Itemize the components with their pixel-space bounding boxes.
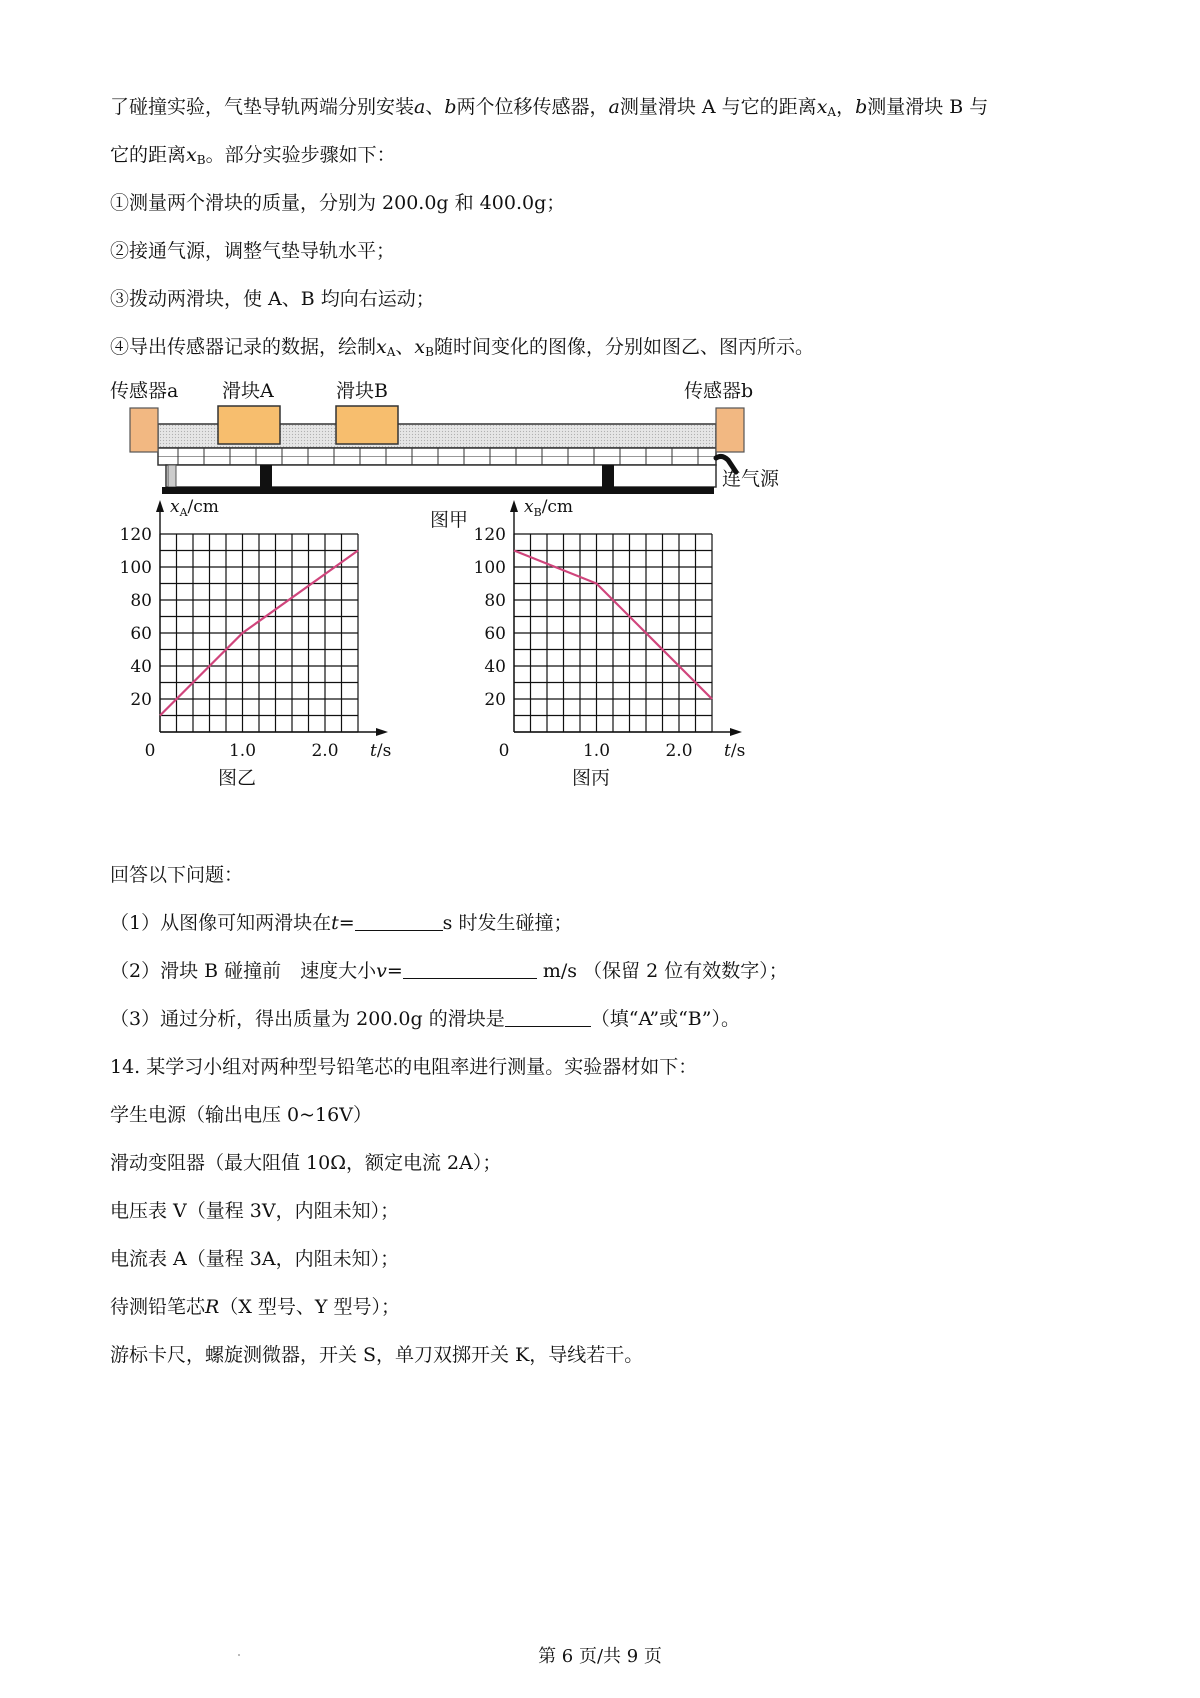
x-axis-label: t/s — [370, 741, 392, 761]
y-tick-label: 100 — [119, 558, 152, 578]
question-3: （3）通过分析，得出质量为 200.0g 的滑块是 （填“A”或“B”）。 — [110, 1008, 740, 1030]
diagram-caption: 图甲 — [430, 509, 469, 531]
chart-grid — [514, 534, 712, 732]
question-1: （1）从图像可知两滑块在t= s 时发生碰撞； — [110, 912, 573, 934]
sensor-b-label: 传感器b — [684, 380, 754, 402]
x-tick-label: 1.0 — [228, 741, 257, 761]
x-tick-label: 2.0 — [665, 741, 693, 761]
y-tick-label: 20 — [484, 690, 506, 710]
y-axis-label: $x_A/cm$ — [170, 497, 219, 519]
y-tick-label: 40 — [484, 657, 506, 677]
step-2: ②接通气源，调整气垫导轨水平； — [110, 240, 396, 262]
equipment-item-6: 游标卡尺，螺旋测微器，开关 S，单刀双掷开关 K，导线若干。 — [110, 1344, 644, 1366]
slider-a-label: 滑块A — [222, 380, 274, 402]
step-4: ④导出传感器记录的数据，绘制$x_A$、$x_B$随时间变化的图像，分别如图乙、图丙所示。 — [110, 336, 814, 359]
y-tick-label: 40 — [130, 657, 152, 677]
y-tick-label: 80 — [130, 591, 152, 611]
equipment-item-4: 电流表 A（量程 3A，内阻未知）； — [110, 1248, 400, 1270]
x-tick-label: 0 — [144, 741, 156, 761]
slider-a — [218, 406, 280, 444]
x-tick-label: 1.0 — [582, 741, 611, 761]
answer-intro: 回答以下问题： — [110, 864, 244, 886]
chart-grid — [160, 534, 358, 732]
y-axis-label: $x_B/cm$ — [524, 497, 574, 519]
equipment-item-1: 学生电源（输出电压 0~16V） — [110, 1104, 372, 1126]
y-tick-label: 120 — [473, 525, 506, 545]
x-axis-arrow — [730, 728, 742, 736]
x-axis-arrow — [376, 728, 388, 736]
sensor-a — [130, 408, 158, 452]
question-14-title: 14. 某学习小组对两种型号铅笔芯的电阻率进行测量。实验器材如下： — [110, 1056, 698, 1078]
page-footer: 第 6 页/共 9 页 — [538, 1646, 662, 1667]
y-tick-label: 80 — [484, 591, 506, 611]
y-tick-label: 100 — [473, 558, 506, 578]
left-post — [168, 465, 176, 487]
question-2: （2）滑块 B 碰撞前 速度大小v= m/s （保留 2 位有效数字）； — [110, 960, 788, 982]
x-axis-label: t/s — [724, 741, 746, 761]
step-1: ①测量两个滑块的质量，分别为 200.0g 和 400.0g； — [110, 192, 566, 214]
chart-xa — [100, 497, 430, 840]
equipment-item-3: 电压表 V（量程 3V，内阻未知）； — [110, 1200, 400, 1222]
equipment-item-2: 滑动变阻器（最大阻值 10Ω，额定电流 2A）； — [110, 1152, 502, 1174]
y-tick-label: 60 — [484, 624, 506, 644]
sensor-a-label: 传感器a — [110, 380, 179, 402]
x-tick-label: 2.0 — [311, 741, 339, 761]
intro-line-2: 它的距离$x_B$。部分实验步骤如下： — [110, 144, 396, 167]
air-source-label: 连气源 — [722, 468, 780, 490]
step-3: ③拨动两滑块，使 A、B 均向右运动； — [110, 288, 435, 310]
slider-b-label: 滑块B — [336, 380, 388, 402]
rail-frame — [166, 465, 716, 487]
sensor-b — [716, 408, 744, 452]
intro-line-1: 了碰撞实验，气垫导轨两端分别安装a、b两个位移传感器，a测量滑块 A 与它的距离$x_A$，b测量滑块 B 与 — [110, 96, 989, 119]
chart-xb — [454, 497, 784, 840]
chart-caption: 图丙 — [571, 767, 611, 789]
answer-blank-1[interactable] — [355, 910, 443, 931]
equipment-item-5: 待测铅笔芯R（X 型号、Y 型号）； — [110, 1296, 400, 1318]
chart-caption: 图乙 — [217, 767, 257, 789]
y-tick-label: 120 — [119, 525, 152, 545]
base-bar — [162, 487, 714, 494]
answer-blank-3[interactable] — [505, 1006, 591, 1027]
support-left — [260, 465, 272, 487]
slider-b — [336, 406, 398, 444]
answer-blank-2[interactable] — [403, 958, 537, 979]
x-tick-label: 0 — [498, 741, 510, 761]
y-tick-label: 20 — [130, 690, 152, 710]
support-right — [602, 465, 614, 487]
y-tick-label: 60 — [130, 624, 152, 644]
